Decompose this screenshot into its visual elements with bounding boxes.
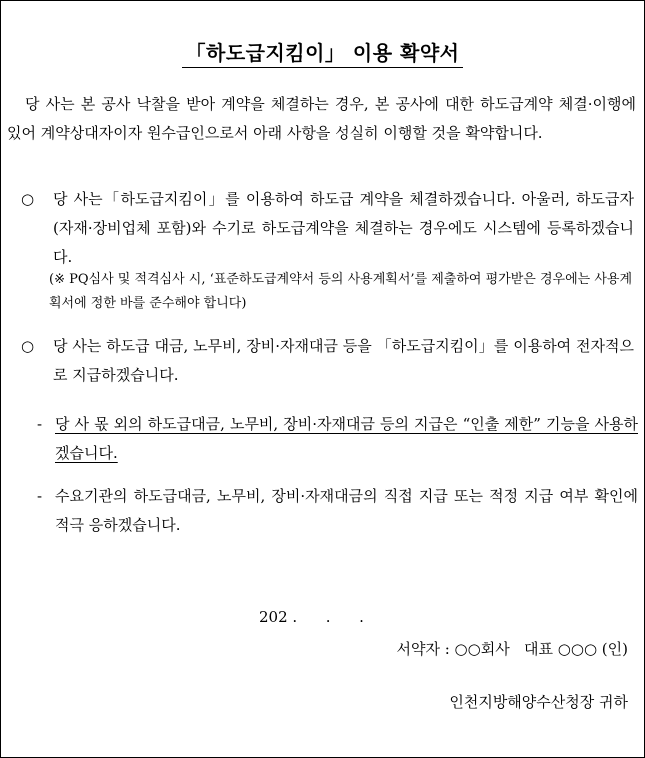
- pledge-item-1-text: 당 사는「하도급지킴이」를 이용하여 하도급 계약을 체결하겠습니다. 아울러, 하도급자(자재·장비업체 포함)와 수기로 하도급계약을 체결하는 경우에도 시스템에 등록하겠습니다.: [53, 190, 634, 266]
- pq-note: (※ PQ심사 및 적격심사 시, ‘표준하도급계약서 등의 사용계획서’를 제출하여 평가받은 경우에는 사용계획서에 정한 바를 준수해야 합니다): [49, 272, 632, 311]
- sub-item-2: [37, 482, 638, 540]
- date-line: 202 . . .: [259, 608, 364, 626]
- sub-item-1-text: 당 사 몫 외의 하도급대금, 노무비, 장비·자재대금 등의 지급은 “인출 제한” 기능을 사용하겠습니다.: [55, 415, 638, 462]
- signer-line: 서약자 : ○○회사 대표 ○○○ (인): [396, 640, 628, 658]
- pledge-item-2: [21, 332, 634, 390]
- pledge-item-2-text: 당 사는 하도급 대금, 노무비, 장비·자재대금 등을 「하도급지킴이」를 이용하여 전자적으로 지급하겠습니다.: [53, 337, 634, 384]
- circle-bullet-icon: ○: [21, 190, 35, 208]
- dash-bullet: -: [37, 415, 43, 433]
- addressee-line: 인천지방해양수산청장 귀하: [449, 693, 628, 711]
- sub-item-2-text: 수요기관의 하도급대금, 노무비, 장비·자재대금의 직접 지급 또는 적정 지급 여부 확인에 적극 응하겠습니다.: [55, 487, 638, 534]
- circle-bullet-icon: ○: [21, 337, 35, 355]
- dash-bullet: -: [37, 487, 43, 505]
- sub-item-1: [37, 410, 638, 468]
- document-title: [1, 37, 644, 66]
- title-text: 「하도급지킴이」 이용 확약서: [182, 41, 464, 68]
- intro-paragraph: 당 사는 본 공사 낙찰을 받아 계약을 체결하는 경우, 본 공사에 대한 하도급계약 체결·이행에 있어 계약상대자이자 원수급인으로서 아래 사항을 성실히 이행할 것을 확약합니다.: [7, 95, 636, 142]
- pledge-item-1: [21, 185, 634, 272]
